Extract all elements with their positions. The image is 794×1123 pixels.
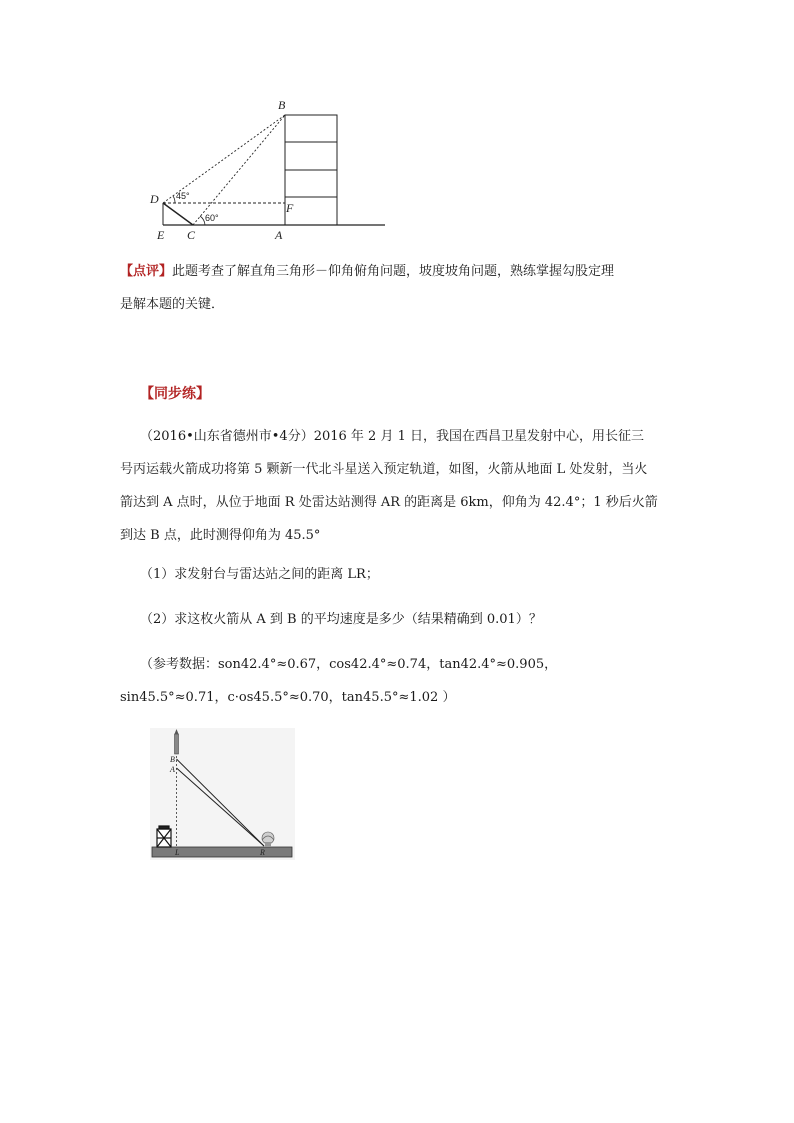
review-line-2: 是解本题的关键．	[120, 297, 225, 312]
question-2: （2）求这枚火箭从 A 到 B 的平均速度是多少（结果精确到 0.01）？	[140, 612, 542, 627]
problem-line-4: 到达 B 点，此时测得仰角为 45.5°	[120, 528, 321, 543]
label-R: R	[260, 848, 265, 857]
question-1: （1）求发射台与雷达站之间的距离 LR；	[140, 567, 379, 582]
problem-line-3: 箭达到 A 点时，从位于地面 R 处雷达站测得 AR 的距离是 6km，仰角为 42.4°；1 秒后火箭	[120, 495, 658, 510]
ground-slab	[152, 847, 292, 857]
practice-heading: 【同步练】	[140, 386, 210, 402]
angle-label-60: 60°	[205, 213, 219, 223]
review-text-1: 此题考查了解直角三角形－仰角俯角问题，坡度坡角问题，熟练掌握勾股定理	[172, 264, 615, 279]
sight-line-DB	[163, 115, 285, 203]
problem-statement	[120, 420, 690, 552]
angle-arc-45	[173, 196, 175, 203]
label-B: B	[278, 98, 286, 112]
problem-line-1: （2016•山东省德州市•4分）2016 年 2 月 1 日，我国在西昌卫星发射中心，用长征三	[140, 429, 644, 444]
label-L: L	[175, 848, 180, 857]
sight-line-CB	[193, 115, 285, 225]
label-F: F	[286, 201, 294, 215]
launch-tower	[157, 826, 171, 847]
reference-data	[120, 648, 700, 714]
slope-DC	[163, 203, 193, 225]
figure-building-slope	[145, 95, 390, 245]
label-A: A	[275, 228, 283, 242]
figure-rocket-radar	[150, 728, 295, 860]
reference-line-1: （参考数据：son42.4°≈0.67，cos42.4°≈0.74，tan42.4°≈0.905，	[140, 657, 558, 672]
reference-line-2: sin45.5°≈0.71，c·os45.5°≈0.70，tan45.5°≈1.02 ）	[120, 690, 456, 705]
label-A: A	[170, 765, 175, 774]
label-E: E	[157, 228, 165, 242]
angle-label-45: 45°	[176, 191, 190, 201]
review-tag: 【点评】	[120, 264, 173, 279]
review-line-1	[120, 255, 680, 288]
rocket	[175, 729, 179, 754]
label-D: D	[150, 192, 159, 206]
problem-line-2: 号丙运载火箭成功将第 5 颗新一代北斗星送入预定轨道，如图，火箭从地面 L 处发射，当火	[120, 462, 648, 477]
label-B: B	[170, 755, 175, 764]
label-C: C	[187, 228, 196, 242]
review-paragraph	[120, 255, 680, 321]
